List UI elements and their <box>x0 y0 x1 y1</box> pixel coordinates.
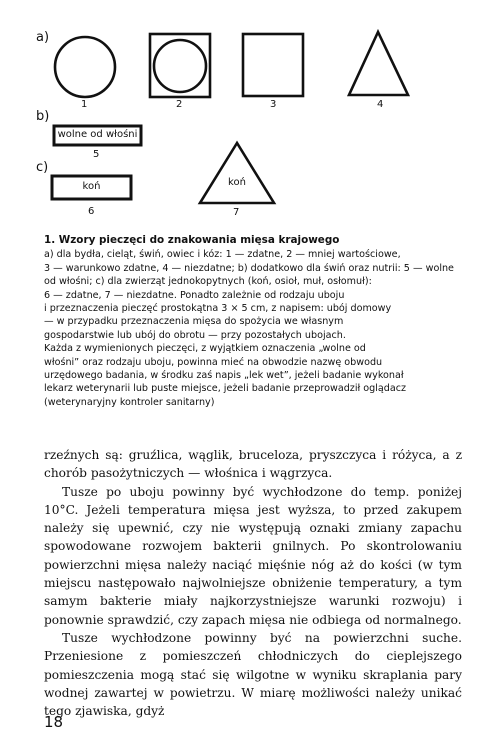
stamp-number-7: 7 <box>233 207 240 218</box>
group-label-a: a) <box>36 30 50 45</box>
paragraph-dry-surface: Tusze wychłodzone powinny być na powierzchni suche. Przeniesione z pomieszczeń chłodniczych do cieplejszego pomieszczenia mogą stać się wilgotne w wyniku skraplania pary wodnej zawartej w powietrzu. W miarę możliwości należy unikać tego zjawiska, gdyż <box>44 630 462 719</box>
figure-caption <box>44 234 456 409</box>
stamp-figure <box>0 0 501 225</box>
caption-line: (weterynaryjny kontroler sanitarny) <box>44 396 215 408</box>
caption-line: Każda z wymienionych pieczęci, z wyjątkiem oznaczenia „wolne od <box>44 343 366 355</box>
stamp-horse-rect-text: koń <box>82 181 101 192</box>
caption-line: lekarz weterynarii lub puste miejsce, jeżeli badanie przeprowadził oglądacz <box>44 383 407 395</box>
stamp-number-6: 6 <box>88 206 95 217</box>
group-label-c: c) <box>36 160 49 175</box>
stamp-circle <box>55 37 115 97</box>
stamp-square-with-circle <box>150 34 210 97</box>
stamp-inner-circle <box>154 40 206 92</box>
shape-number-4: 4 <box>377 99 384 110</box>
stamp-horse-triangle <box>200 143 274 203</box>
stamp-square <box>243 34 303 96</box>
paragraph-cooling: Tusze po uboju powinny być wychłodzone do temp. poniżej 10°C. Jeżeli temperatura mięsa jest wyższa, to przed zakupem należy się upewnić, czy nie występują oznaki zmiany zapachu spowodowane rozwojem bakterii gnilnych. Po skontrolowaniu powierzchni mięsa należy naciąć mięśnie nóg aż do kości (w tym miejscu następowało najwolniejsze obniżenie temperatury, a tym samym bakterie miały najkorzystniejsze warunki rozwoju) i ponownie sprawdzić, czy zapach mięsa nie odbiega od normalnego. <box>44 484 462 627</box>
paragraph-diseases: rzeźnych są: gruźlica, wąglik, bruceloza, pryszczyca i różyca, a z chorób pasożytniczych — włośnica i wągrzyca. <box>44 448 462 481</box>
caption-line: gospodarstwie lub ubój do obrotu — przy pozostałych ubojach. <box>44 329 346 341</box>
stamp-triangle <box>349 32 408 95</box>
caption-line: od włośni; c) dla zwierząt jednokopytnych (koń, osioł, muł, osłomuł): <box>44 276 372 288</box>
stamp-trichina-free-text: wolne od włośni <box>57 129 138 140</box>
shape-number-1: 1 <box>81 99 88 110</box>
caption-line: włośni” oraz rodzaju uboju, powinna mieć na obwodzie nazwę obwodu <box>44 356 383 368</box>
body-text <box>44 446 462 720</box>
shape-number-2: 2 <box>176 99 183 110</box>
caption-title: 1. Wzory pieczęci do znakowania mięsa krajowego <box>44 234 340 246</box>
caption-line: a) dla bydła, cieląt, świń, owiec i kóz: 1 — zdatne, 2 — mniej wartościowe, <box>44 249 401 261</box>
caption-line: — w przypadku przeznaczenia mięsa do spożycia we własnym <box>44 316 344 328</box>
page-number: 18 <box>44 713 64 731</box>
group-label-b: b) <box>36 109 50 124</box>
shape-number-3: 3 <box>270 99 277 110</box>
caption-line: 6 — zdatne, 7 — niezdatne. Ponadto zależnie od rodzaju uboju <box>44 289 345 301</box>
stamp-number-5: 5 <box>93 149 100 160</box>
caption-line: i przeznaczenia pieczęć prostokątna 3 × 5 cm, z napisem: ubój domowy <box>44 303 392 315</box>
caption-line: urzędowego badania, w środku zaś napis „lek wet”, jeżeli badanie wykonał <box>44 370 404 382</box>
caption-line: 3 — warunkowo zdatne, 4 — niezdatne; b) dodatkowo dla świń oraz nutrii: 5 — wolne <box>44 262 454 274</box>
stamp-horse-triangle-text: koń <box>228 177 246 188</box>
